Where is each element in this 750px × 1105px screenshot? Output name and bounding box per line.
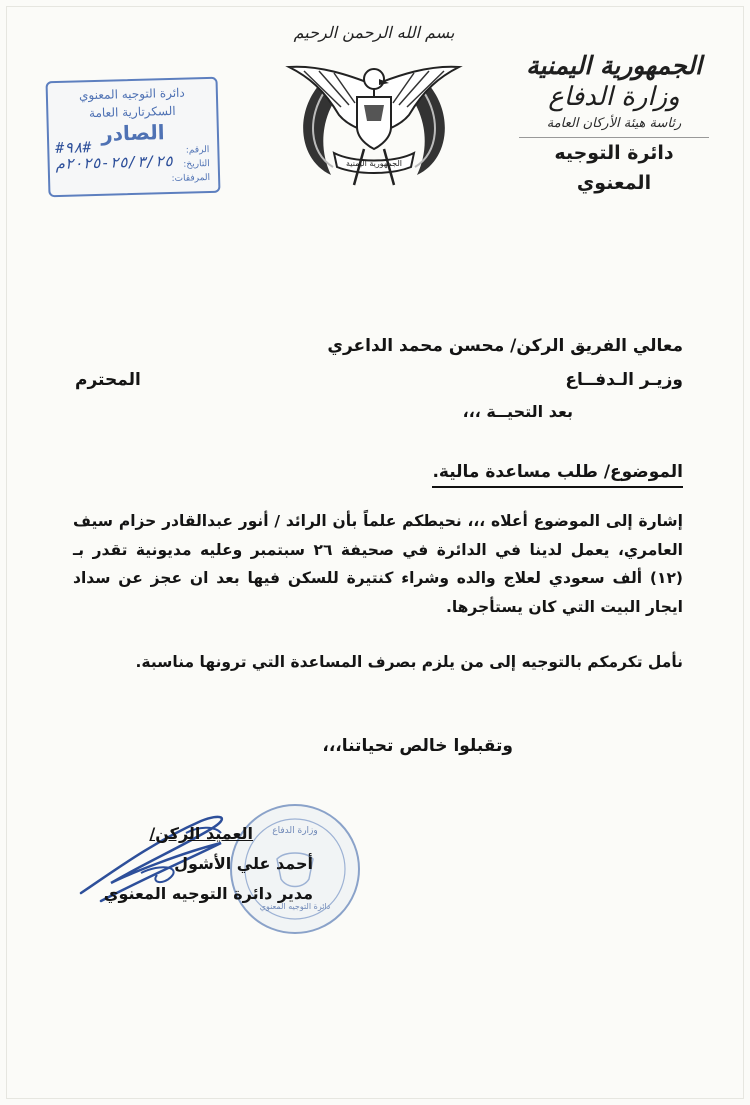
- stamp-secretariat: السكرتارية العامة: [88, 103, 176, 121]
- stamp-outgoing: الصادر: [100, 120, 165, 146]
- emblem-banner-text: الجمهورية اليمنية: [345, 159, 403, 168]
- stamp-number-value: #٩٨#: [55, 138, 92, 158]
- subject-line: الموضوع/ طلب مساعدة مالية.: [432, 459, 683, 488]
- eagle-emblem-icon: [279, 45, 469, 195]
- body-paragraph-2: نأمل تكرمكم بالتوجيه إلى من يلزم بصرف المساعدة التي ترونها مناسبة.: [135, 653, 683, 671]
- recipient-title-row: [63, 367, 683, 393]
- greeting: بعد التحيــة ،،،: [462, 402, 573, 421]
- signatory-block: [73, 819, 313, 909]
- general-staff-name: رئاسة هيئة الأركان العامة: [546, 116, 682, 131]
- signatory-title: مدير دائرة التوجيه المعنوي: [103, 884, 313, 903]
- stamp-department: دائرة التوجيه المعنوي: [78, 85, 185, 103]
- recipient-name: معالي الفريق الركن/ محسن محمد الداعري: [327, 336, 683, 356]
- national-emblem: [269, 21, 479, 201]
- stamp-date-value: ٢٥/٣/٢٥-٢٠٢٥م: [55, 151, 174, 174]
- document-page: [6, 6, 744, 1099]
- stamp-attachments-label: المرفقات:: [171, 172, 211, 185]
- basmala-text: بسم الله الرحمن الرحيم: [293, 23, 455, 42]
- recipient-title: وزيـر الـدفــاع: [565, 370, 683, 390]
- letterhead: [509, 51, 719, 198]
- stamp-date-label: التاريخ:: [183, 159, 210, 170]
- closing-line: وتقبلوا خالص تحياتنا،،،: [322, 736, 513, 756]
- department-name: دائرة التوجيه المعنوي: [519, 137, 709, 198]
- seal-top-text: وزارة الدفاع: [272, 826, 318, 836]
- outgoing-stamp: [46, 77, 221, 197]
- ministry-name: وزارة الدفاع: [548, 82, 680, 112]
- stamp-attachments-row: [50, 171, 218, 189]
- seal-inner-text: دائرة التوجيه المعنوي: [259, 902, 331, 911]
- signatory-name: أحمد علي الأشول: [174, 854, 313, 873]
- recipient-block: [63, 333, 683, 425]
- respected-label: المحترم: [75, 370, 141, 390]
- body-paragraph-1: إشارة إلى الموضوع أعلاه ،،، نحيطكم علماً بأن الرائد / أنور عبدالقادر حزام سيف العامري، يعمل لدينا في الدائرة في صحيفة ٢٦ سبتمبر وعليه مديونية تقدر بـ (١٢) ألف سعودي لعلاج والده وشراء كنتيرة للسكن فيها بعد ان عجز عن سداد ايجار البيت التي كان يستأجرها.: [73, 512, 683, 616]
- stamp-number-label: الرقم:: [185, 145, 210, 156]
- signatory-rank: العميد الركن/: [149, 824, 253, 843]
- republic-name: الجمهورية اليمنية: [526, 51, 702, 80]
